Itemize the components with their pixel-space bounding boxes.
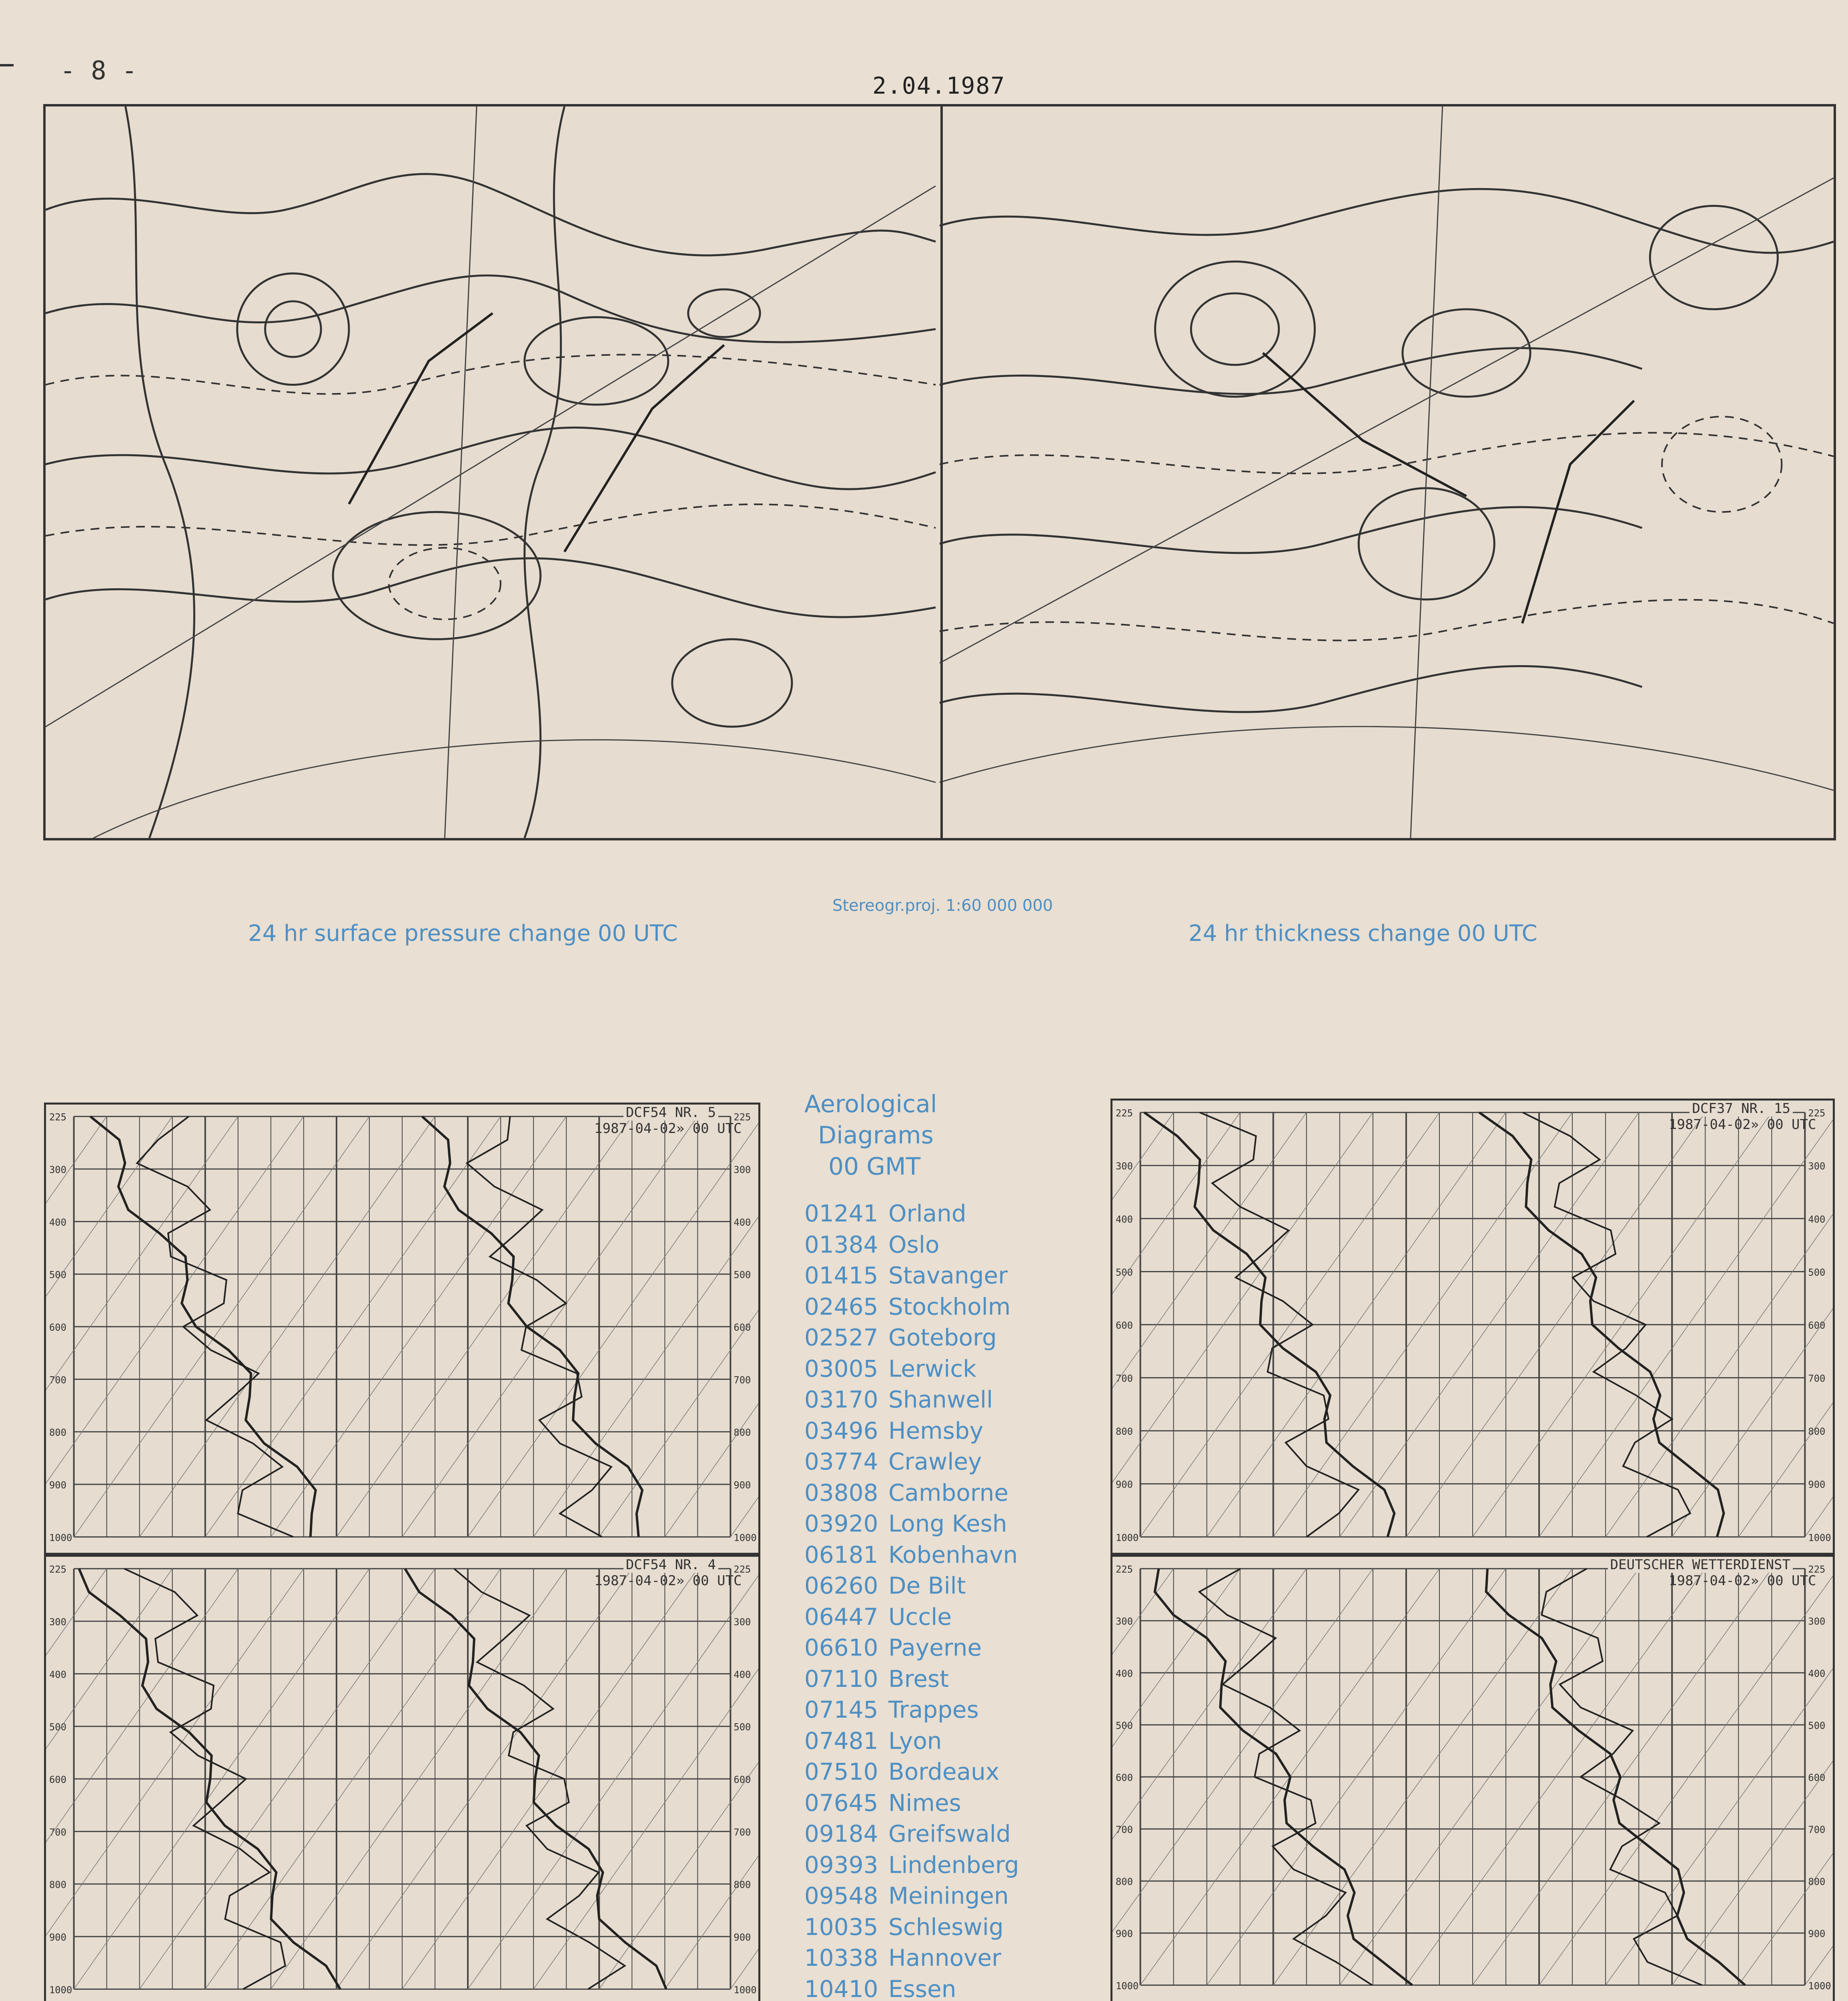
station-row bbox=[804, 1788, 1076, 1819]
pressure-level-label: 700 bbox=[734, 1374, 751, 1386]
pressure-level-label: 700 bbox=[1115, 1824, 1133, 1836]
pressure-level-label: 400 bbox=[1115, 1668, 1133, 1679]
station-row bbox=[804, 1540, 1076, 1571]
pressure-level-label: 1000 bbox=[49, 1532, 72, 1544]
pressure-level-label: 900 bbox=[49, 1931, 67, 1943]
station-name: Lindenberg bbox=[888, 1851, 1019, 1879]
station-code: 02465 bbox=[804, 1293, 878, 1320]
pressure-level-label: 300 bbox=[1115, 1161, 1133, 1172]
pressure-level-label: 300 bbox=[49, 1164, 67, 1175]
pressure-level-label: 600 bbox=[1808, 1772, 1826, 1783]
station-name: Goteborg bbox=[888, 1324, 997, 1351]
station-row bbox=[804, 1322, 1076, 1353]
station-name: Orland bbox=[888, 1200, 966, 1227]
station-row bbox=[804, 1416, 1076, 1447]
pressure-level-label: 300 bbox=[1115, 1616, 1133, 1627]
station-code: 07645 bbox=[804, 1789, 878, 1817]
left-map-caption: 24 hr surface pressure change 00 UTC bbox=[248, 920, 678, 946]
station-name: Hemsby bbox=[888, 1417, 984, 1444]
pressure-level-label: 900 bbox=[734, 1479, 751, 1491]
diagram-5-datetime: 1987-04-02» 00 UTC bbox=[1669, 1573, 1816, 1589]
pressure-level-label: 225 bbox=[734, 1111, 751, 1123]
pressure-level-label: 300 bbox=[1808, 1616, 1826, 1627]
station-row bbox=[804, 1446, 1076, 1478]
pressure-level-label: 600 bbox=[1115, 1319, 1133, 1331]
pressure-level-label: 800 bbox=[49, 1427, 67, 1438]
pressure-level-label: 800 bbox=[1115, 1876, 1133, 1888]
page-number: - 8 - bbox=[60, 56, 137, 86]
station-row bbox=[804, 1570, 1076, 1602]
pressure-level-label: 1000 bbox=[1808, 1532, 1831, 1544]
diagram-grid-1 bbox=[46, 1105, 758, 1553]
station-row bbox=[804, 1912, 1076, 1943]
station-code: 03920 bbox=[804, 1510, 878, 1537]
diagram-1-header: DCF54 NR. 5 bbox=[623, 1105, 718, 1121]
pressure-level-label: 600 bbox=[49, 1774, 67, 1785]
station-row bbox=[804, 1384, 1076, 1416]
station-row bbox=[804, 1850, 1076, 1881]
pressure-level-label: 300 bbox=[49, 1616, 67, 1628]
pressure-level-label: 700 bbox=[1808, 1824, 1826, 1836]
station-code: 07510 bbox=[804, 1758, 878, 1785]
pressure-level-label: 900 bbox=[1808, 1928, 1826, 1940]
pressure-level-label: 300 bbox=[1808, 1161, 1826, 1172]
diagram-2-datetime: 1987-04-02» 00 UTC bbox=[594, 1573, 742, 1589]
pressure-level-label: 900 bbox=[1115, 1479, 1133, 1490]
diagram-grid-4 bbox=[1112, 1101, 1833, 1553]
station-name: Crawley bbox=[888, 1448, 982, 1475]
pressure-level-label: 300 bbox=[734, 1164, 751, 1175]
station-name: Kobenhavn bbox=[888, 1541, 1018, 1568]
pressure-level-label: 225 bbox=[734, 1564, 751, 1575]
pressure-level-label: 1000 bbox=[49, 1984, 72, 1996]
pressure-level-label: 500 bbox=[1115, 1267, 1133, 1278]
station-row bbox=[804, 1943, 1076, 1974]
station-code: 03496 bbox=[804, 1417, 878, 1444]
station-name: Nimes bbox=[888, 1789, 961, 1817]
pressure-level-label: 600 bbox=[734, 1774, 751, 1785]
pressure-level-label: 1000 bbox=[734, 1532, 757, 1544]
diagram-grid-5 bbox=[1112, 1557, 1833, 2001]
station-name: De Bilt bbox=[888, 1572, 966, 1599]
station-code: 10338 bbox=[804, 1944, 878, 1971]
aerological-diagram-1 bbox=[44, 1103, 760, 1555]
station-name: Stavanger bbox=[888, 1262, 1008, 1289]
station-row bbox=[804, 1229, 1076, 1261]
station-row bbox=[804, 1353, 1076, 1385]
pressure-level-label: 700 bbox=[734, 1827, 751, 1838]
pressure-level-label: 400 bbox=[49, 1669, 67, 1680]
station-name: Brest bbox=[888, 1665, 949, 1692]
station-rows bbox=[804, 1198, 1076, 2001]
pressure-level-label: 1000 bbox=[1808, 1980, 1831, 1992]
station-code: 03774 bbox=[804, 1448, 878, 1475]
pressure-level-label: 900 bbox=[49, 1479, 67, 1491]
aerological-diagram-5 bbox=[1110, 1555, 1835, 2001]
station-row bbox=[804, 1756, 1076, 1788]
station-name: Hannover bbox=[888, 1944, 1002, 1971]
diagram-grid-2 bbox=[46, 1557, 758, 2001]
pressure-level-label: 400 bbox=[49, 1217, 67, 1228]
right-map-caption: 24 hr thickness change 00 UTC bbox=[1189, 920, 1537, 946]
pressure-level-label: 400 bbox=[734, 1217, 751, 1228]
map-divider bbox=[940, 106, 943, 838]
station-name: Bordeaux bbox=[888, 1758, 1000, 1785]
pressure-level-label: 500 bbox=[734, 1721, 751, 1733]
diagram-5-header: DEUTSCHER WETTERDIENST bbox=[1608, 1557, 1793, 1573]
pressure-level-label: 900 bbox=[734, 1931, 751, 1943]
station-row bbox=[804, 1198, 1076, 1229]
page-date: 2.04.1987 bbox=[872, 72, 1006, 99]
station-row bbox=[804, 1508, 1076, 1540]
pressure-level-label: 1000 bbox=[1115, 1980, 1139, 1992]
station-list bbox=[804, 1089, 1076, 2001]
pressure-level-label: 225 bbox=[1115, 1564, 1133, 1575]
station-name: Meiningen bbox=[888, 1882, 1009, 1909]
station-row bbox=[804, 1291, 1076, 1323]
station-code: 07110 bbox=[804, 1665, 878, 1692]
station-row bbox=[804, 1726, 1076, 1757]
pressure-level-label: 800 bbox=[1808, 1876, 1826, 1888]
station-row bbox=[804, 1694, 1076, 1726]
pressure-level-label: 700 bbox=[49, 1374, 67, 1386]
pressure-level-label: 400 bbox=[1115, 1213, 1133, 1225]
pressure-level-label: 500 bbox=[49, 1269, 67, 1281]
station-row bbox=[804, 1974, 1076, 2001]
margin-mark bbox=[0, 64, 14, 66]
station-row bbox=[804, 1881, 1076, 1912]
pressure-level-label: 500 bbox=[49, 1721, 67, 1733]
station-name: Essen bbox=[888, 1975, 956, 2001]
pressure-level-label: 900 bbox=[1808, 1479, 1826, 1490]
list-title-line-2: Diagrams bbox=[818, 1121, 934, 1149]
diagram-1-datetime: 1987-04-02» 00 UTC bbox=[594, 1121, 742, 1137]
station-name: Lerwick bbox=[888, 1355, 976, 1382]
station-code: 10410 bbox=[804, 1975, 878, 2001]
station-code: 09184 bbox=[804, 1820, 878, 1847]
station-name: Trappes bbox=[888, 1696, 979, 1723]
station-name: Greifswald bbox=[888, 1820, 1011, 1847]
station-row bbox=[804, 1632, 1076, 1664]
aerological-diagram-2 bbox=[44, 1555, 760, 2001]
station-code: 09548 bbox=[804, 1882, 878, 1909]
station-code: 06447 bbox=[804, 1603, 878, 1630]
pressure-level-label: 400 bbox=[1808, 1213, 1826, 1225]
pressure-level-label: 900 bbox=[1115, 1928, 1133, 1940]
station-name: Stockholm bbox=[888, 1293, 1011, 1320]
pressure-level-label: 225 bbox=[1115, 1107, 1133, 1119]
station-code: 07481 bbox=[804, 1727, 878, 1754]
station-code: 02527 bbox=[804, 1324, 878, 1351]
station-code: 03170 bbox=[804, 1386, 878, 1413]
list-title-line-1: Aerological bbox=[804, 1090, 937, 1118]
pressure-level-label: 800 bbox=[734, 1879, 751, 1891]
station-name: Shanwell bbox=[888, 1386, 993, 1413]
station-code: 03808 bbox=[804, 1479, 878, 1506]
pressure-level-label: 400 bbox=[734, 1669, 751, 1680]
pressure-level-label: 800 bbox=[734, 1427, 751, 1438]
diagram-4-header: DCF37 NR. 15 bbox=[1690, 1101, 1793, 1117]
pressure-level-label: 1000 bbox=[1115, 1532, 1139, 1544]
pressure-level-label: 225 bbox=[49, 1564, 67, 1575]
station-code: 09393 bbox=[804, 1851, 878, 1879]
pressure-level-label: 700 bbox=[1808, 1373, 1826, 1384]
station-name: Schleswig bbox=[888, 1913, 1004, 1941]
station-code: 06260 bbox=[804, 1572, 878, 1599]
station-row bbox=[804, 1602, 1076, 1633]
pressure-level-label: 225 bbox=[1808, 1564, 1826, 1575]
list-title-line-3: 00 GMT bbox=[828, 1153, 921, 1181]
station-name: Camborne bbox=[888, 1479, 1009, 1506]
station-name: Oslo bbox=[888, 1231, 940, 1258]
pressure-level-label: 800 bbox=[1808, 1426, 1826, 1438]
station-code: 01384 bbox=[804, 1231, 878, 1258]
pressure-level-label: 700 bbox=[1115, 1373, 1133, 1384]
diagram-4-datetime: 1987-04-02» 00 UTC bbox=[1669, 1117, 1816, 1133]
weather-maps-panel bbox=[43, 104, 1836, 840]
projection-note: Stereogr.proj. 1:60 000 000 bbox=[832, 896, 1053, 915]
station-code: 06181 bbox=[804, 1541, 878, 1568]
station-row bbox=[804, 1819, 1076, 1850]
pressure-level-label: 500 bbox=[1808, 1267, 1826, 1278]
weather-maps-drawing bbox=[46, 106, 1834, 838]
station-row bbox=[804, 1260, 1076, 1291]
pressure-level-label: 600 bbox=[1115, 1772, 1133, 1783]
station-code: 01415 bbox=[804, 1262, 878, 1289]
station-name: Lyon bbox=[888, 1727, 942, 1754]
pressure-level-label: 600 bbox=[1808, 1319, 1826, 1331]
station-name: Uccle bbox=[888, 1603, 952, 1630]
station-code: 03005 bbox=[804, 1355, 878, 1382]
station-code: 01241 bbox=[804, 1200, 878, 1227]
pressure-level-label: 800 bbox=[49, 1879, 67, 1891]
pressure-level-label: 225 bbox=[49, 1111, 67, 1123]
station-code: 07145 bbox=[804, 1696, 878, 1723]
pressure-level-label: 600 bbox=[49, 1321, 67, 1333]
pressure-level-label: 500 bbox=[734, 1269, 751, 1281]
station-code: 06610 bbox=[804, 1634, 878, 1661]
pressure-level-label: 700 bbox=[49, 1827, 67, 1838]
station-row bbox=[804, 1664, 1076, 1695]
aerological-diagram-4 bbox=[1110, 1099, 1835, 1555]
station-row bbox=[804, 1478, 1076, 1509]
pressure-level-label: 225 bbox=[1808, 1107, 1826, 1119]
pressure-level-label: 1000 bbox=[734, 1984, 757, 1996]
pressure-level-label: 500 bbox=[1115, 1720, 1133, 1731]
pressure-level-label: 300 bbox=[734, 1616, 751, 1628]
diagram-2-header: DCF54 NR. 4 bbox=[623, 1557, 718, 1573]
pressure-level-label: 800 bbox=[1115, 1426, 1133, 1438]
pressure-level-label: 400 bbox=[1808, 1668, 1826, 1679]
pressure-level-label: 600 bbox=[734, 1321, 751, 1333]
pressure-level-label: 500 bbox=[1808, 1720, 1826, 1731]
station-name: Payerne bbox=[888, 1634, 982, 1661]
station-code: 10035 bbox=[804, 1913, 878, 1941]
station-name: Long Kesh bbox=[888, 1510, 1007, 1537]
